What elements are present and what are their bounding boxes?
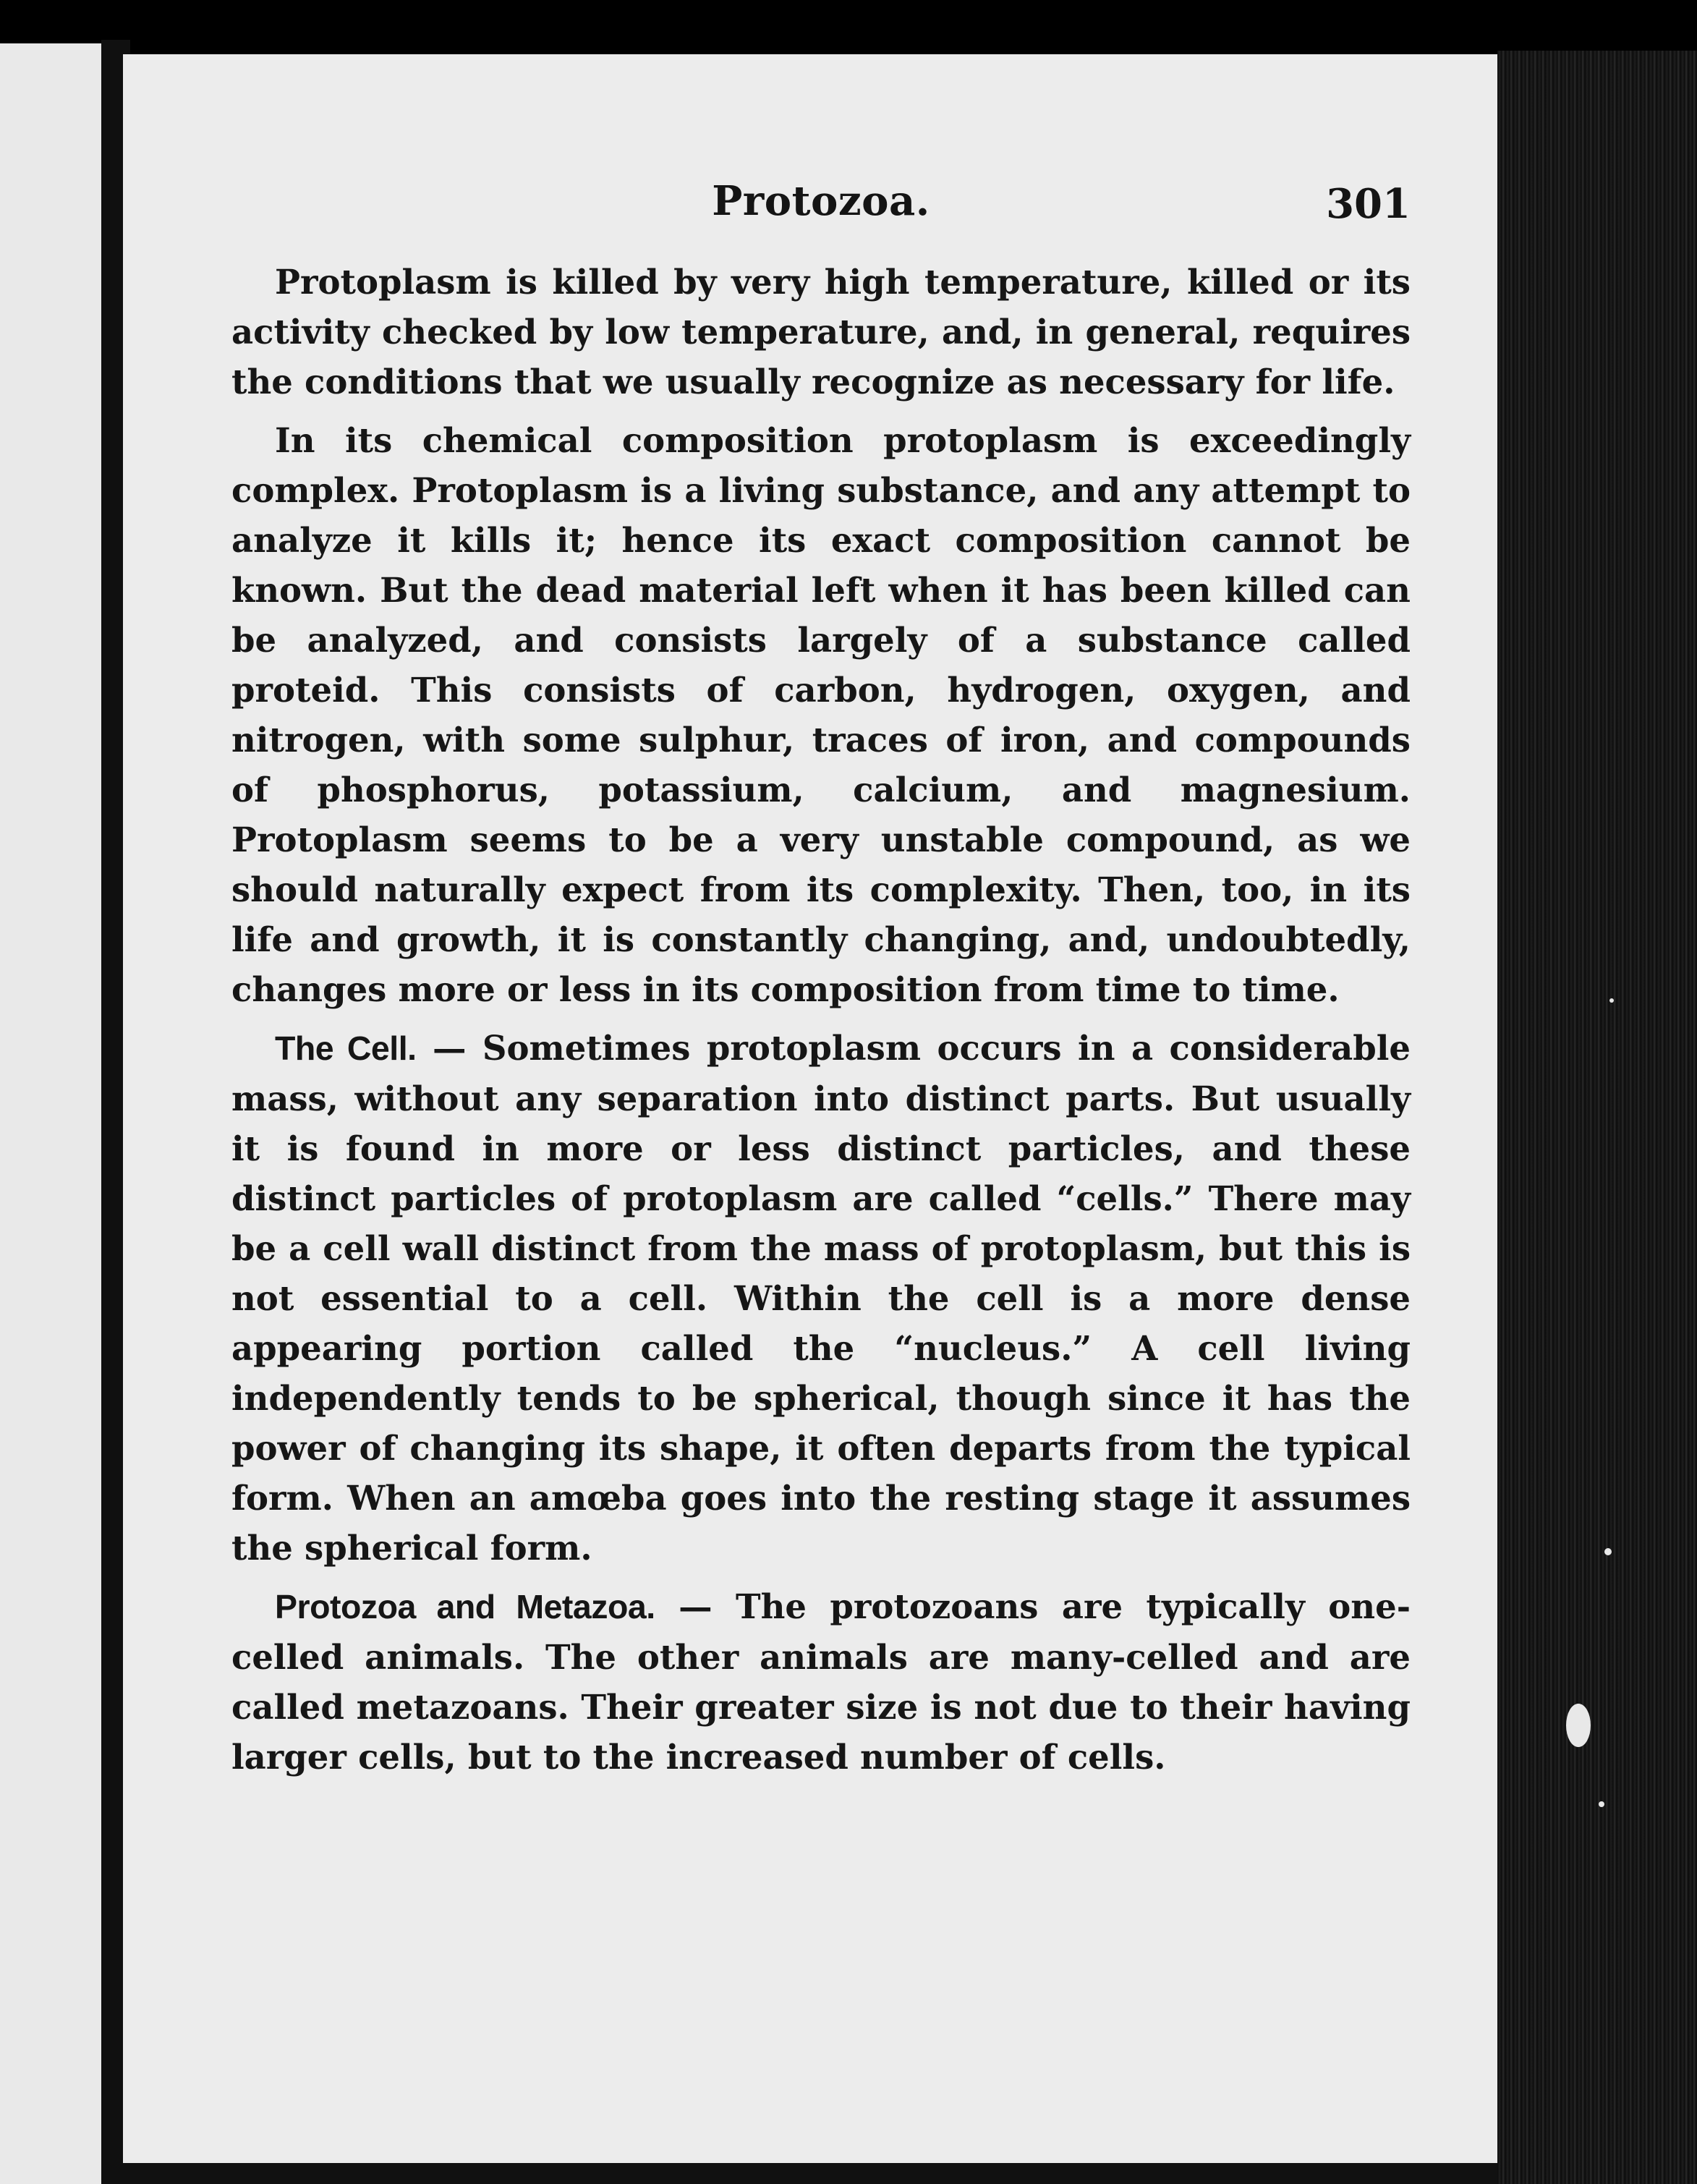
paragraph-text: — Sometimes protoplasm occurs in a considerable mass, without any separation into distinct parts. But usually it is found in more or less distinct particles, and these distinct particles of protoplasm are called “cells.” There may be a cell wall distinct from the mass of protoplasm, but this is not essential to a cell. Within the cell is a more dense appearing portion called the “nucleus.” A cell living independently tends to be spherical, though since it has the power of changing its shape, it often departs from the typical form. When an amœba goes into the resting stage it assumes the spherical form. xyxy=(231,1028,1411,1568)
section-heading-protozoa-metazoa: Protozoa and Metazoa. xyxy=(275,1588,655,1626)
paragraph-text: — The protozoans are typically one-celled animals. The other animals are many-celled and are called metazoans. Their greater size is not due to their having larger cells, but to the increased number of cells. xyxy=(231,1586,1411,1777)
paragraph-protozoa-metazoa xyxy=(231,1581,1411,1782)
page-content xyxy=(231,177,1411,1790)
facing-page-edge xyxy=(0,43,105,2184)
paragraph-text: In its chemical composition protoplasm is exceedingly complex. Protoplasm is a living substance, and any attempt to analyze it kills it; hence its exact composition cannot be known. But the dead material left when it has been killed can be analyzed, and consists largely of a substance called proteid. This consists of carbon, hydrogen, oxygen, and nitrogen, with some sulphur, traces of iron, and compounds of phosphorus, potassium, calcium, and magnesium. Protoplasm seems to be a very unstable compound, as we should naturally expect from its complexity. Then, too, in its life and growth, it is constantly changing, and, undoubtedly, changes more or less in its composition from time to time. xyxy=(231,420,1411,1009)
scan-top-border xyxy=(0,0,1697,58)
paragraph-chemical-composition xyxy=(231,415,1411,1014)
page-stack-edges xyxy=(1497,51,1697,2184)
scan-speck xyxy=(1566,1704,1591,1747)
running-head xyxy=(231,177,1411,235)
page-number: 301 xyxy=(1326,180,1411,228)
book-page xyxy=(123,54,1497,2163)
paragraph-the-cell xyxy=(231,1023,1411,1573)
scan-speck xyxy=(1599,1801,1604,1807)
paragraph-text: Protoplasm is killed by very high temperature, killed or its activity checked by low temperature, and, in general, requires the conditions that we usually recognize as necessary for life. xyxy=(231,262,1411,401)
scan-speck xyxy=(1609,998,1614,1003)
scan-speck xyxy=(1604,1548,1612,1555)
running-title: Protozoa. xyxy=(712,177,930,225)
paragraph-temperature xyxy=(231,257,1411,407)
section-heading-the-cell: The Cell. xyxy=(275,1029,417,1067)
